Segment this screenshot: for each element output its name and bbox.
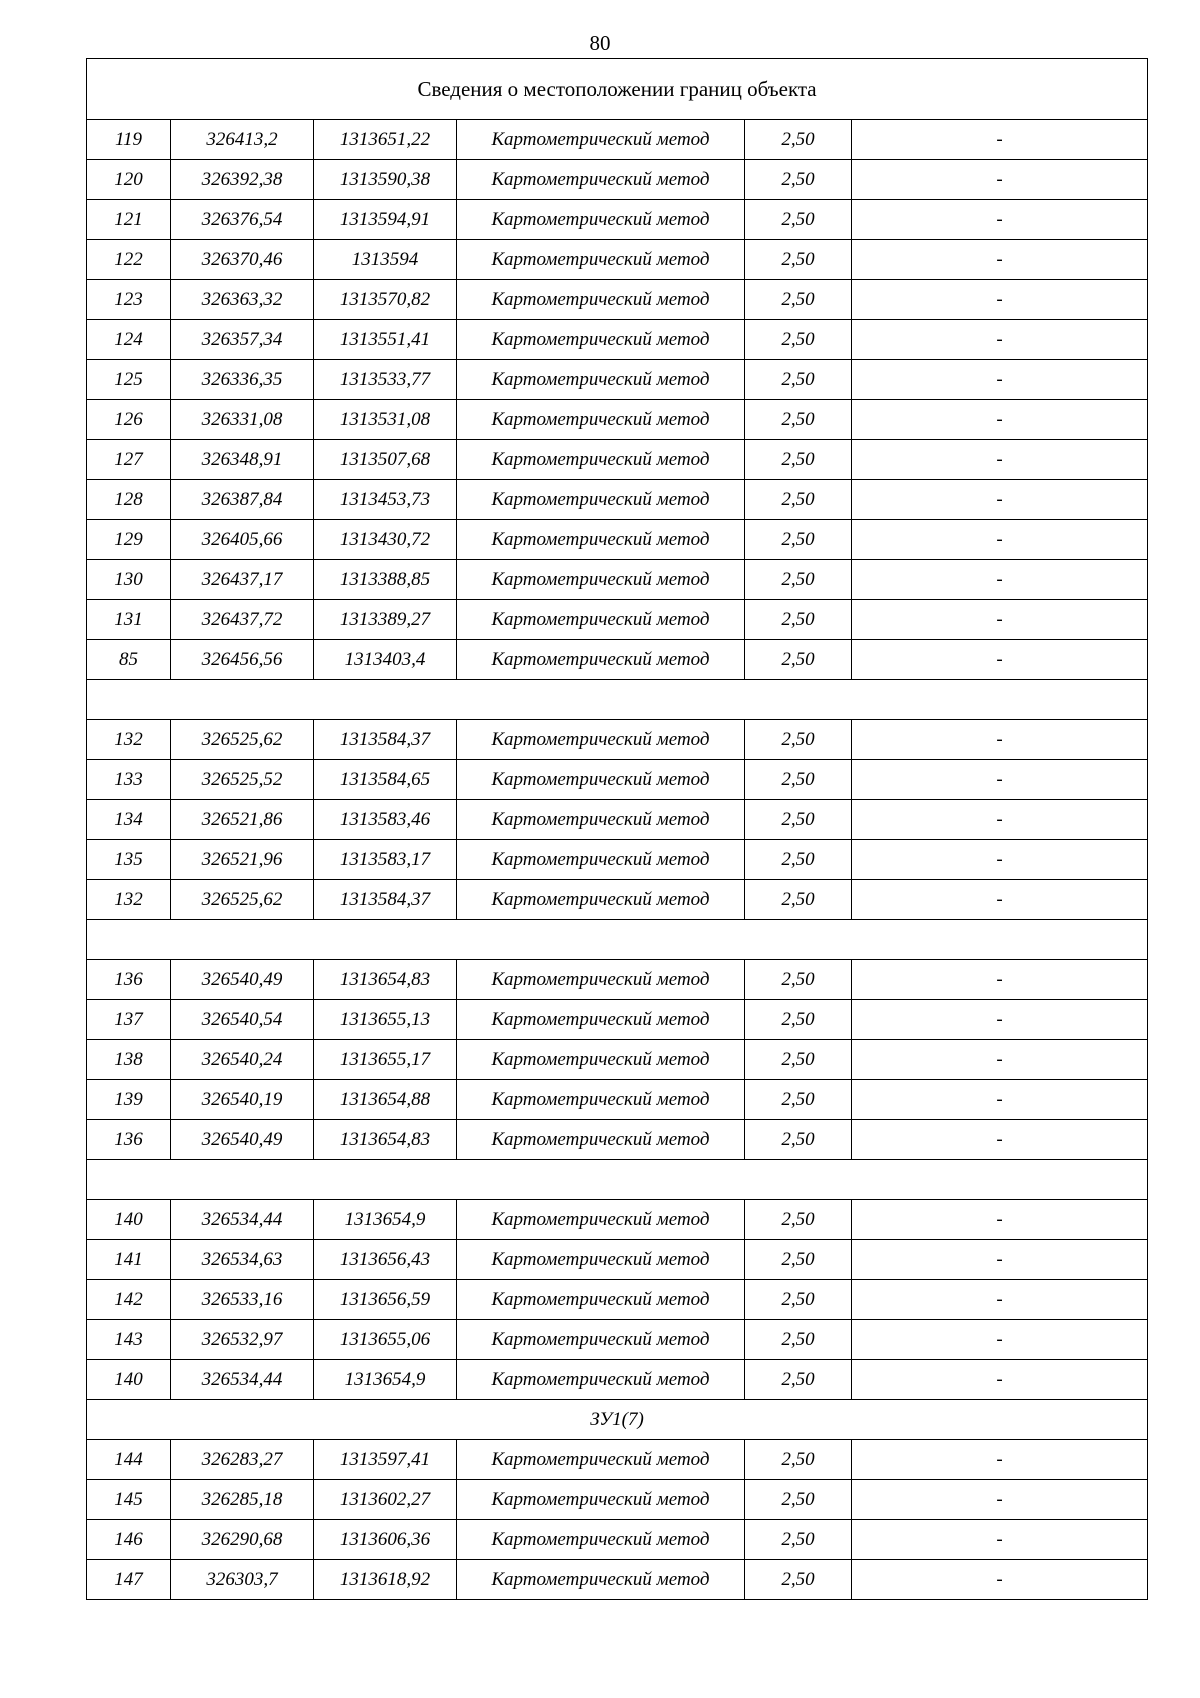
table-row — [87, 840, 1148, 880]
cell-point-number: 121 — [87, 200, 171, 240]
cell-point-number: 140 — [87, 1360, 171, 1400]
cell-method: Картометрический метод — [457, 520, 745, 560]
cell-point-number: 124 — [87, 320, 171, 360]
cell-y-coordinate: 1313655,06 — [314, 1320, 457, 1360]
cell-description: - — [852, 1120, 1148, 1160]
cell-method: Картометрический метод — [457, 160, 745, 200]
table-row — [87, 1200, 1148, 1240]
table-row — [87, 160, 1148, 200]
cell-y-coordinate: 1313597,41 — [314, 1440, 457, 1480]
table-row — [87, 1320, 1148, 1360]
cell-point-number: 125 — [87, 360, 171, 400]
cell-y-coordinate: 1313655,17 — [314, 1040, 457, 1080]
cell-method: Картометрический метод — [457, 1240, 745, 1280]
table-row — [87, 360, 1148, 400]
cell-point-number: 123 — [87, 280, 171, 320]
cell-description: - — [852, 480, 1148, 520]
cell-x-coordinate: 326540,49 — [171, 1120, 314, 1160]
cell-accuracy: 2,50 — [745, 1200, 852, 1240]
cell-accuracy: 2,50 — [745, 400, 852, 440]
cell-method: Картометрический метод — [457, 1320, 745, 1360]
cell-point-number: 139 — [87, 1080, 171, 1120]
cell-accuracy: 2,50 — [745, 1000, 852, 1040]
cell-point-number: 146 — [87, 1520, 171, 1560]
table-row — [87, 400, 1148, 440]
cell-description: - — [852, 840, 1148, 880]
section-label: ЗУ1(7) — [87, 1400, 1148, 1440]
cell-method: Картометрический метод — [457, 1280, 745, 1320]
table-row — [87, 640, 1148, 680]
cell-method: Картометрический метод — [457, 1560, 745, 1600]
table-row — [87, 880, 1148, 920]
section-row — [87, 680, 1148, 720]
cell-y-coordinate: 1313388,85 — [314, 560, 457, 600]
cell-method: Картометрический метод — [457, 1040, 745, 1080]
cell-y-coordinate: 1313583,17 — [314, 840, 457, 880]
cell-method: Картометрический метод — [457, 640, 745, 680]
cell-accuracy: 2,50 — [745, 840, 852, 880]
table-title: Сведения о местоположении границ объекта — [87, 59, 1148, 120]
cell-point-number: 138 — [87, 1040, 171, 1080]
cell-point-number: 141 — [87, 1240, 171, 1280]
cell-description: - — [852, 1440, 1148, 1480]
cell-description: - — [852, 1000, 1148, 1040]
cell-x-coordinate: 326363,32 — [171, 280, 314, 320]
table-row — [87, 240, 1148, 280]
cell-accuracy: 2,50 — [745, 880, 852, 920]
section-row — [87, 1160, 1148, 1200]
cell-description: - — [852, 1360, 1148, 1400]
section-row — [87, 920, 1148, 960]
cell-y-coordinate: 1313533,77 — [314, 360, 457, 400]
table-row — [87, 1080, 1148, 1120]
cell-method: Картометрический метод — [457, 880, 745, 920]
cell-point-number: 127 — [87, 440, 171, 480]
table-row — [87, 480, 1148, 520]
cell-accuracy: 2,50 — [745, 480, 852, 520]
cell-description: - — [852, 1200, 1148, 1240]
cell-method: Картометрический метод — [457, 1120, 745, 1160]
cell-method: Картометрический метод — [457, 1480, 745, 1520]
cell-description: - — [852, 240, 1148, 280]
cell-accuracy: 2,50 — [745, 1560, 852, 1600]
cell-y-coordinate: 1313403,4 — [314, 640, 457, 680]
table-row — [87, 800, 1148, 840]
cell-y-coordinate: 1313594,91 — [314, 200, 457, 240]
cell-description: - — [852, 560, 1148, 600]
cell-method: Картометрический метод — [457, 360, 745, 400]
cell-y-coordinate: 1313618,92 — [314, 1560, 457, 1600]
cell-y-coordinate: 1313654,83 — [314, 960, 457, 1000]
cell-y-coordinate: 1313656,59 — [314, 1280, 457, 1320]
table-row — [87, 1280, 1148, 1320]
cell-accuracy: 2,50 — [745, 360, 852, 400]
cell-x-coordinate: 326456,56 — [171, 640, 314, 680]
table-row — [87, 560, 1148, 600]
cell-point-number: 145 — [87, 1480, 171, 1520]
cell-description: - — [852, 120, 1148, 160]
cell-method: Картометрический метод — [457, 600, 745, 640]
table-row — [87, 1000, 1148, 1040]
cell-method: Картометрический метод — [457, 320, 745, 360]
cell-x-coordinate: 326392,38 — [171, 160, 314, 200]
cell-y-coordinate: 1313590,38 — [314, 160, 457, 200]
cell-description: - — [852, 1480, 1148, 1520]
table-row — [87, 440, 1148, 480]
cell-point-number: 133 — [87, 760, 171, 800]
cell-y-coordinate: 1313531,08 — [314, 400, 457, 440]
table-row — [87, 1240, 1148, 1280]
cell-x-coordinate: 326540,54 — [171, 1000, 314, 1040]
cell-method: Картометрический метод — [457, 960, 745, 1000]
cell-description: - — [852, 1280, 1148, 1320]
cell-x-coordinate: 326525,52 — [171, 760, 314, 800]
cell-y-coordinate: 1313584,37 — [314, 880, 457, 920]
cell-x-coordinate: 326336,35 — [171, 360, 314, 400]
cell-description: - — [852, 800, 1148, 840]
cell-x-coordinate: 326290,68 — [171, 1520, 314, 1560]
cell-method: Картометрический метод — [457, 240, 745, 280]
cell-y-coordinate: 1313453,73 — [314, 480, 457, 520]
page-number: 80 — [589, 31, 611, 55]
cell-x-coordinate: 326533,16 — [171, 1280, 314, 1320]
cell-x-coordinate: 326331,08 — [171, 400, 314, 440]
cell-x-coordinate: 326437,17 — [171, 560, 314, 600]
cell-point-number: 126 — [87, 400, 171, 440]
cell-point-number: 120 — [87, 160, 171, 200]
cell-y-coordinate: 1313507,68 — [314, 440, 457, 480]
table-row — [87, 1520, 1148, 1560]
cell-method: Картометрический метод — [457, 480, 745, 520]
cell-point-number: 130 — [87, 560, 171, 600]
cell-method: Картометрический метод — [457, 200, 745, 240]
table-row — [87, 200, 1148, 240]
cell-accuracy: 2,50 — [745, 1480, 852, 1520]
cell-x-coordinate: 326540,24 — [171, 1040, 314, 1080]
cell-y-coordinate: 1313654,9 — [314, 1200, 457, 1240]
cell-accuracy: 2,50 — [745, 280, 852, 320]
cell-point-number: 131 — [87, 600, 171, 640]
cell-y-coordinate: 1313594 — [314, 240, 457, 280]
cell-accuracy: 2,50 — [745, 640, 852, 680]
cell-description: - — [852, 520, 1148, 560]
cell-accuracy: 2,50 — [745, 1360, 852, 1400]
table-row — [87, 120, 1148, 160]
cell-accuracy: 2,50 — [745, 520, 852, 560]
cell-x-coordinate: 326285,18 — [171, 1480, 314, 1520]
cell-method: Картометрический метод — [457, 800, 745, 840]
cell-method: Картометрический метод — [457, 1200, 745, 1240]
cell-x-coordinate: 326540,19 — [171, 1080, 314, 1120]
cell-x-coordinate: 326534,44 — [171, 1360, 314, 1400]
cell-point-number: 136 — [87, 960, 171, 1000]
cell-x-coordinate: 326534,63 — [171, 1240, 314, 1280]
cell-description: - — [852, 440, 1148, 480]
cell-description: - — [852, 1240, 1148, 1280]
cell-accuracy: 2,50 — [745, 720, 852, 760]
table-row — [87, 720, 1148, 760]
cell-x-coordinate: 326521,96 — [171, 840, 314, 880]
cell-point-number: 136 — [87, 1120, 171, 1160]
table-body — [87, 59, 1148, 1600]
cell-accuracy: 2,50 — [745, 560, 852, 600]
cell-point-number: 140 — [87, 1200, 171, 1240]
cell-accuracy: 2,50 — [745, 1040, 852, 1080]
cell-x-coordinate: 326413,2 — [171, 120, 314, 160]
cell-method: Картометрический метод — [457, 840, 745, 880]
cell-point-number: 128 — [87, 480, 171, 520]
cell-method: Картометрический метод — [457, 1360, 745, 1400]
cell-x-coordinate: 326283,27 — [171, 1440, 314, 1480]
cell-y-coordinate: 1313602,27 — [314, 1480, 457, 1520]
cell-y-coordinate: 1313654,88 — [314, 1080, 457, 1120]
cell-description: - — [852, 720, 1148, 760]
cell-x-coordinate: 326357,34 — [171, 320, 314, 360]
cell-x-coordinate: 326405,66 — [171, 520, 314, 560]
table-row — [87, 760, 1148, 800]
cell-x-coordinate: 326437,72 — [171, 600, 314, 640]
cell-accuracy: 2,50 — [745, 600, 852, 640]
cell-x-coordinate: 326525,62 — [171, 880, 314, 920]
cell-description: - — [852, 760, 1148, 800]
cell-description: - — [852, 640, 1148, 680]
cell-accuracy: 2,50 — [745, 200, 852, 240]
cell-x-coordinate: 326534,44 — [171, 1200, 314, 1240]
cell-accuracy: 2,50 — [745, 1440, 852, 1480]
cell-y-coordinate: 1313654,9 — [314, 1360, 457, 1400]
cell-description: - — [852, 1520, 1148, 1560]
cell-y-coordinate: 1313570,82 — [314, 280, 457, 320]
cell-description: - — [852, 1320, 1148, 1360]
cell-accuracy: 2,50 — [745, 120, 852, 160]
cell-accuracy: 2,50 — [745, 1120, 852, 1160]
cell-y-coordinate: 1313584,37 — [314, 720, 457, 760]
cell-y-coordinate: 1313584,65 — [314, 760, 457, 800]
cell-method: Картометрический метод — [457, 760, 745, 800]
cell-point-number: 147 — [87, 1560, 171, 1600]
cell-x-coordinate: 326376,54 — [171, 200, 314, 240]
cell-x-coordinate: 326540,49 — [171, 960, 314, 1000]
cell-y-coordinate: 1313656,43 — [314, 1240, 457, 1280]
cell-description: - — [852, 400, 1148, 440]
cell-accuracy: 2,50 — [745, 1080, 852, 1120]
cell-y-coordinate: 1313651,22 — [314, 120, 457, 160]
cell-description: - — [852, 600, 1148, 640]
cell-point-number: 132 — [87, 720, 171, 760]
cell-accuracy: 2,50 — [745, 320, 852, 360]
cell-accuracy: 2,50 — [745, 160, 852, 200]
cell-description: - — [852, 1080, 1148, 1120]
cell-y-coordinate: 1313430,72 — [314, 520, 457, 560]
cell-accuracy: 2,50 — [745, 760, 852, 800]
table-row — [87, 520, 1148, 560]
cell-accuracy: 2,50 — [745, 1520, 852, 1560]
cell-x-coordinate: 326521,86 — [171, 800, 314, 840]
cell-method: Картометрический метод — [457, 1520, 745, 1560]
cell-accuracy: 2,50 — [745, 800, 852, 840]
boundary-coordinates-table — [86, 58, 1148, 1600]
cell-accuracy: 2,50 — [745, 1240, 852, 1280]
cell-description: - — [852, 960, 1148, 1000]
cell-method: Картометрический метод — [457, 440, 745, 480]
cell-y-coordinate: 1313655,13 — [314, 1000, 457, 1040]
table-row — [87, 320, 1148, 360]
cell-y-coordinate: 1313389,27 — [314, 600, 457, 640]
cell-point-number: 144 — [87, 1440, 171, 1480]
cell-point-number: 119 — [87, 120, 171, 160]
cell-accuracy: 2,50 — [745, 960, 852, 1000]
cell-x-coordinate: 326387,84 — [171, 480, 314, 520]
cell-description: - — [852, 880, 1148, 920]
cell-x-coordinate: 326525,62 — [171, 720, 314, 760]
table-row — [87, 1440, 1148, 1480]
table-row — [87, 600, 1148, 640]
cell-method: Картометрический метод — [457, 720, 745, 760]
cell-description: - — [852, 1560, 1148, 1600]
section-row — [87, 1400, 1148, 1440]
cell-y-coordinate: 1313551,41 — [314, 320, 457, 360]
cell-description: - — [852, 320, 1148, 360]
cell-point-number: 142 — [87, 1280, 171, 1320]
cell-y-coordinate: 1313606,36 — [314, 1520, 457, 1560]
cell-point-number: 129 — [87, 520, 171, 560]
cell-description: - — [852, 280, 1148, 320]
table-row — [87, 280, 1148, 320]
cell-description: - — [852, 160, 1148, 200]
cell-method: Картометрический метод — [457, 120, 745, 160]
cell-x-coordinate: 326532,97 — [171, 1320, 314, 1360]
cell-accuracy: 2,50 — [745, 240, 852, 280]
cell-accuracy: 2,50 — [745, 1320, 852, 1360]
cell-y-coordinate: 1313583,46 — [314, 800, 457, 840]
table-row — [87, 1360, 1148, 1400]
cell-point-number: 135 — [87, 840, 171, 880]
cell-description: - — [852, 1040, 1148, 1080]
cell-point-number: 85 — [87, 640, 171, 680]
cell-description: - — [852, 360, 1148, 400]
table-row — [87, 1480, 1148, 1520]
cell-method: Картометрический метод — [457, 400, 745, 440]
table-title-row — [87, 59, 1148, 120]
cell-point-number: 122 — [87, 240, 171, 280]
cell-method: Картометрический метод — [457, 1080, 745, 1120]
table-row — [87, 1040, 1148, 1080]
cell-accuracy: 2,50 — [745, 440, 852, 480]
table-row — [87, 960, 1148, 1000]
cell-description: - — [852, 200, 1148, 240]
table-row — [87, 1120, 1148, 1160]
table-row — [87, 1560, 1148, 1600]
cell-y-coordinate: 1313654,83 — [314, 1120, 457, 1160]
cell-method: Картометрический метод — [457, 1440, 745, 1480]
cell-point-number: 143 — [87, 1320, 171, 1360]
cell-method: Картометрический метод — [457, 1000, 745, 1040]
cell-point-number: 132 — [87, 880, 171, 920]
section-label — [87, 680, 1148, 720]
cell-accuracy: 2,50 — [745, 1280, 852, 1320]
cell-point-number: 134 — [87, 800, 171, 840]
section-label — [87, 920, 1148, 960]
cell-x-coordinate: 326303,7 — [171, 1560, 314, 1600]
cell-x-coordinate: 326348,91 — [171, 440, 314, 480]
cell-point-number: 137 — [87, 1000, 171, 1040]
cell-x-coordinate: 326370,46 — [171, 240, 314, 280]
cell-method: Картометрический метод — [457, 560, 745, 600]
section-label — [87, 1160, 1148, 1200]
cell-method: Картометрический метод — [457, 280, 745, 320]
